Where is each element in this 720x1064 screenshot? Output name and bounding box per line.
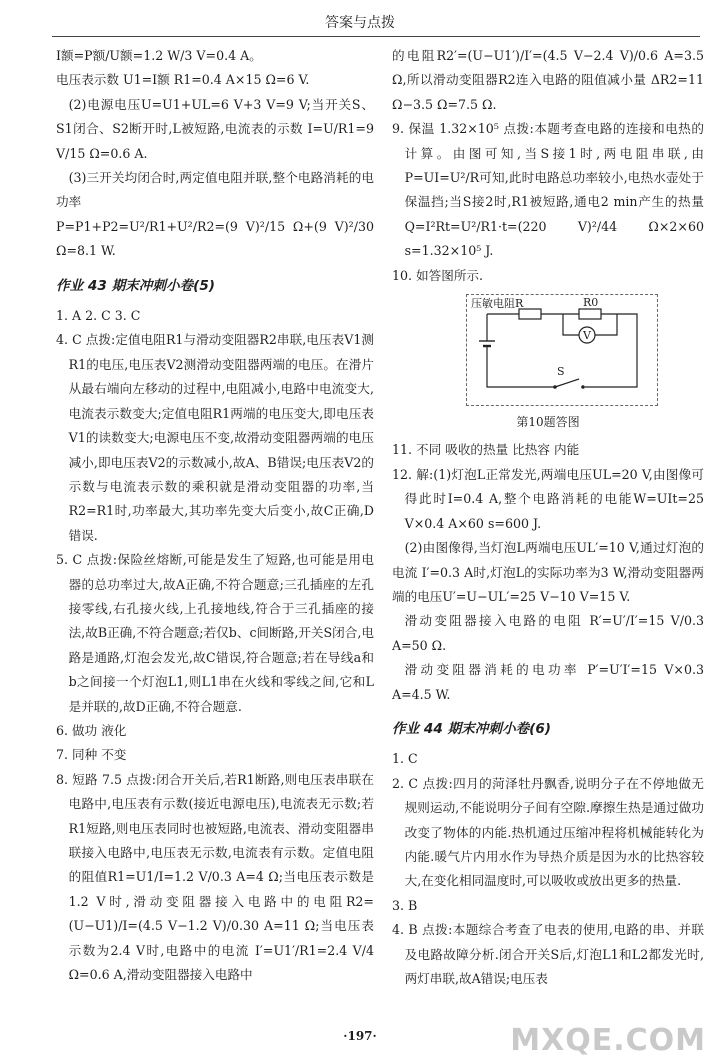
- label-switch: S: [557, 365, 565, 379]
- answer-item: 9. 保温 1.32×10⁵ 点拨:本题考查电路的连接和电热的计算。由图可知,当S接1时,两电阻串联,由 P=UI=U²/R可知,此时电路总功率较小,电热水壶处于保温挡;当S接2时,R1被短路,通电2 min产生的热量Q=I²Rt=U²/R1·t=(220 V)²/44 Ω×2×60 s=1.32×10⁵ J.: [392, 121, 704, 259]
- answer-item: 11. 不同 吸收的热量 比热容 内能: [392, 442, 580, 458]
- circuit-diagram: [466, 294, 658, 406]
- figure-caption: 第10题答图: [516, 415, 580, 430]
- answer-item: 1. A 2. C 3. C: [56, 308, 141, 324]
- answer-item: 10. 如答图所示.: [392, 267, 484, 283]
- answer-line: (2)由图像得,当灯泡L两端电压UL′=10 V,通过灯泡的电流 I′=0.3 A时,灯泡L的实际功率为3 W,滑动变阻器两端的电压U′=U−UL′=25 V−10 V=15 V.: [392, 540, 704, 604]
- answer-item: 6. 做功 液化: [56, 722, 127, 738]
- answer-line: I额=P额/U额=1.2 W/3 V=0.4 A。: [56, 48, 262, 63]
- answer-line: P=P1+P2=U²/R1+U²/R2=(9 V)²/15 Ω+(9 V)²/30 Ω=8.1 W.: [56, 218, 374, 259]
- answer-item: 4. C 点拨:定值电阻R1与滑动变阻器R2串联,电压表V1测R1的电压,电压表V2测滑动变阻器两端的电压。在滑片从最右端向左移动的过程中,电阻减小,电路中电流变大,电流表示数变大;定值电阻R1两端的电压变大,即电压表V1的读数变大;电源电压不变,故滑动变阻器两端的电压减小,即电压表V2的示数减小,故A、B错误;电压表V2的示数与电流表示数的乘积就是滑动变阻器的功率,当R2=R1时,功率最大,其功率先变大后变小,故C正确,D错误.: [56, 332, 374, 543]
- watermark: MXQE.COM: [510, 1023, 706, 1058]
- answer-item: 4. B 点拨:本题综合考查了电表的使用,电路的串、并联及电路故障分析.闭合开关S后,灯泡L1和L2都发光时,两灯串联,故A错误;电压表: [392, 922, 704, 986]
- answer-line: 滑动变阻器接入电路的电阻 R′=U′/I′=15 V/0.3 A=50 Ω.: [392, 613, 704, 653]
- voltmeter-label: V: [583, 329, 591, 343]
- answer-line: 电压表示数 U1=I额 R1=0.4 A×15 Ω=6 V.: [56, 72, 310, 88]
- header-rule: [52, 36, 700, 37]
- answer-item: 8. 短路 7.5 点拨:闭合开关后,若R1断路,则电压表串联在电路中,电压表有示数(接近电源电压),电流表无示数;若R1短路,则电压表同时也被短路,电流表、滑动变阻器串联接入电路中,电压表无示数,电流表有示数。定值电阻的阻值R1=U1/I=1.2 V/0.3 A=4 Ω;当电压表示数是1.2 V时,滑动变阻器接入电路中的电阻R2=(U−U1)/I=(4.5 V−1.2 V)/0.30 A=11 Ω;当电压表示数为2.4 V时,电路中的电流 I′=U1′/R1=2.4 V/4 Ω=0.6 A,滑动变阻器接入电路中: [56, 771, 374, 983]
- answer-item: 3. B: [392, 897, 418, 913]
- page-header: [0, 0, 720, 40]
- right-column: [392, 44, 704, 991]
- answer-item: 7. 同种 不变: [56, 747, 127, 763]
- header-title: 答案与点拨: [325, 15, 395, 31]
- answer-item: 5. C 点拨:保险丝熔断,可能是发生了短路,也可能是用电器的总功率过大,故A正确,不符合题意;三孔插座的左孔接零线,右孔接火线,上孔接地线,符合于三孔插座的接法,故B正确,不符合题意;若仅b、c间断路,开关S闭合,电路是通路,灯泡会发光,故C错误,符合题意;若在导线a和b之间接一个灯泡L1,则L1串在火线和零线之间,它和L是并联的,故D正确,不符合题意.: [56, 552, 374, 714]
- label-pressure-resistor: 压敏电阻R: [471, 297, 524, 311]
- left-column: [56, 44, 374, 987]
- circuit-wires: [467, 295, 657, 405]
- answer-line: (3)三开关均闭合时,两定值电阻并联,整个电路消耗的电功率: [56, 170, 374, 210]
- answer-item: 12. 解:(1)灯泡L正常发光,两端电压UL=20 V,由图像可得此时I=0.4 A,整个电路消耗的电能W=UIt=25 V×0.4 A×60 s=600 J.: [392, 466, 704, 531]
- answer-item: 2. C 点拨:四月的菏泽牡丹飘香,说明分子在不停地做无规则运动,不能说明分子间有空隙.摩擦生热是通过做功改变了物体的内能.热机通过压缩冲程将机械能转化为内能.暖气片内用水作为导热介质是因为水的比热容较大,在变化相同温度时,可以吸收或放出更多的热量.: [392, 775, 704, 889]
- label-r0: R0: [583, 296, 599, 310]
- answer-line: (2)电源电压U=U1+UL=6 V+3 V=9 V;当开关S、S1闭合、S2断开时,L被短路,电流表的示数 I=U/R1=9 V/15 Ω=0.6 A.: [56, 96, 374, 161]
- answer-item: 1. C: [392, 751, 418, 767]
- section-heading-44: 作业 44 期末冲刺小卷(6): [392, 720, 552, 737]
- answer-line: 滑动变阻器消耗的电功率 P′=U′I′=15 V×0.3 A=4.5 W.: [392, 662, 704, 702]
- answer-line: 的电阻R2′=(U−U1′)/I′=(4.5 V−2.4 V)/0.6 A=3.5 Ω,所以滑动变阻器R2连入电路的阻值减小量 ΔR2=11 Ω−3.5 Ω=7.5 Ω.: [392, 48, 704, 112]
- page-number: ·197·: [343, 1029, 377, 1043]
- section-heading-43: 作业 43 期末冲刺小卷(5): [56, 277, 216, 294]
